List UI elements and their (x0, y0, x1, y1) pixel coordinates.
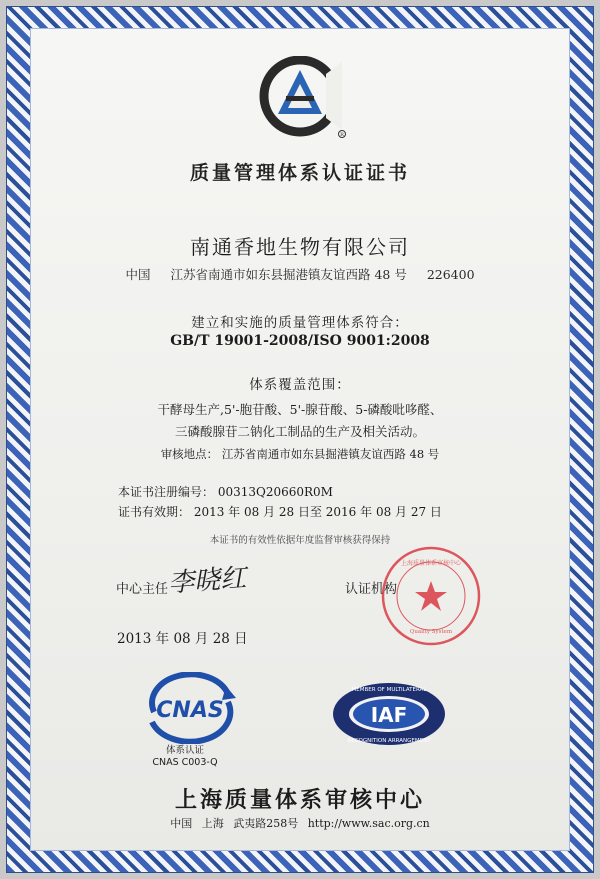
postcode: 226400 (426, 267, 475, 282)
svg-text:Quality System: Quality System (409, 629, 453, 635)
cnas-caption (140, 745, 230, 769)
cnas-caption-line-2: CNAS C003-Q (152, 757, 218, 768)
company-name: 南通香地生物有限公司 (190, 235, 410, 259)
footer-country: 中国 (170, 817, 193, 830)
svg-text:MEMBER OF MULTILATERAL: MEMBER OF MULTILATERAL (351, 687, 427, 693)
company-address: 江苏省南通市如东县掘港镇友谊西路 48 号 (170, 267, 407, 282)
footer-website: http://www.sac.org.cn (307, 817, 430, 830)
svg-text:CNAS: CNAS (156, 698, 224, 723)
validity-note: 本证书的有效性依据年度监督审核获得保持 (209, 535, 391, 546)
footer-address (0, 815, 600, 831)
iaf-logo-icon (330, 680, 448, 748)
footer-city: 上海 (201, 817, 224, 830)
svg-text:R: R (340, 132, 344, 138)
scope-label: 体系覆盖范围： (249, 377, 351, 393)
official-seal-icon (380, 545, 482, 647)
footer-street: 武夷路258号 (233, 817, 299, 830)
scope-line-2: 三磷酸腺苷二钠化工制品的生产及相关活动。 (174, 424, 425, 439)
cnas-logo-icon (140, 672, 240, 744)
cnas-caption-line-1: 体系认证 (165, 745, 204, 756)
country-label: 中国 (125, 267, 151, 282)
company-address-line (0, 265, 600, 283)
scope-line-1: 干酵母生产,5'-胞苷酸、5'-腺苷酸、5-磷酸吡哆醛、 (157, 402, 443, 417)
issue-date: 2013 年 08 月 28 日 (117, 631, 248, 647)
conformity-statement: 建立和实施的质量管理体系符合： (191, 315, 409, 331)
director-label: 中心主任 (116, 582, 169, 597)
standard-number: GB/T 19001-2008/ISO 9001:2008 (170, 333, 430, 349)
certificate-title: 质量管理体系认证证书 (189, 162, 410, 184)
issuing-organization: 上海质量体系审核中心 (174, 788, 425, 813)
registration-number: 本证书注册编号： 00313Q20660R0M (118, 485, 333, 499)
certification-logo-icon (256, 56, 348, 140)
svg-text:上海质量体系审核中心: 上海质量体系审核中心 (400, 560, 462, 567)
audit-site: 审核地点： 江苏省南通市如东县掘港镇友谊西路 48 号 (160, 447, 440, 461)
issuer-label: 认证机构 (345, 582, 398, 597)
director-signature: 李晓红 (167, 563, 248, 599)
svg-text:IAF: IAF (370, 703, 408, 727)
svg-text:RECOGNITION ARRANGEMENT: RECOGNITION ARRANGEMENT (347, 738, 431, 744)
validity-period: 证书有效期： 2013 年 08 月 28 日至 2016 年 08 月 27 日 (118, 505, 442, 519)
